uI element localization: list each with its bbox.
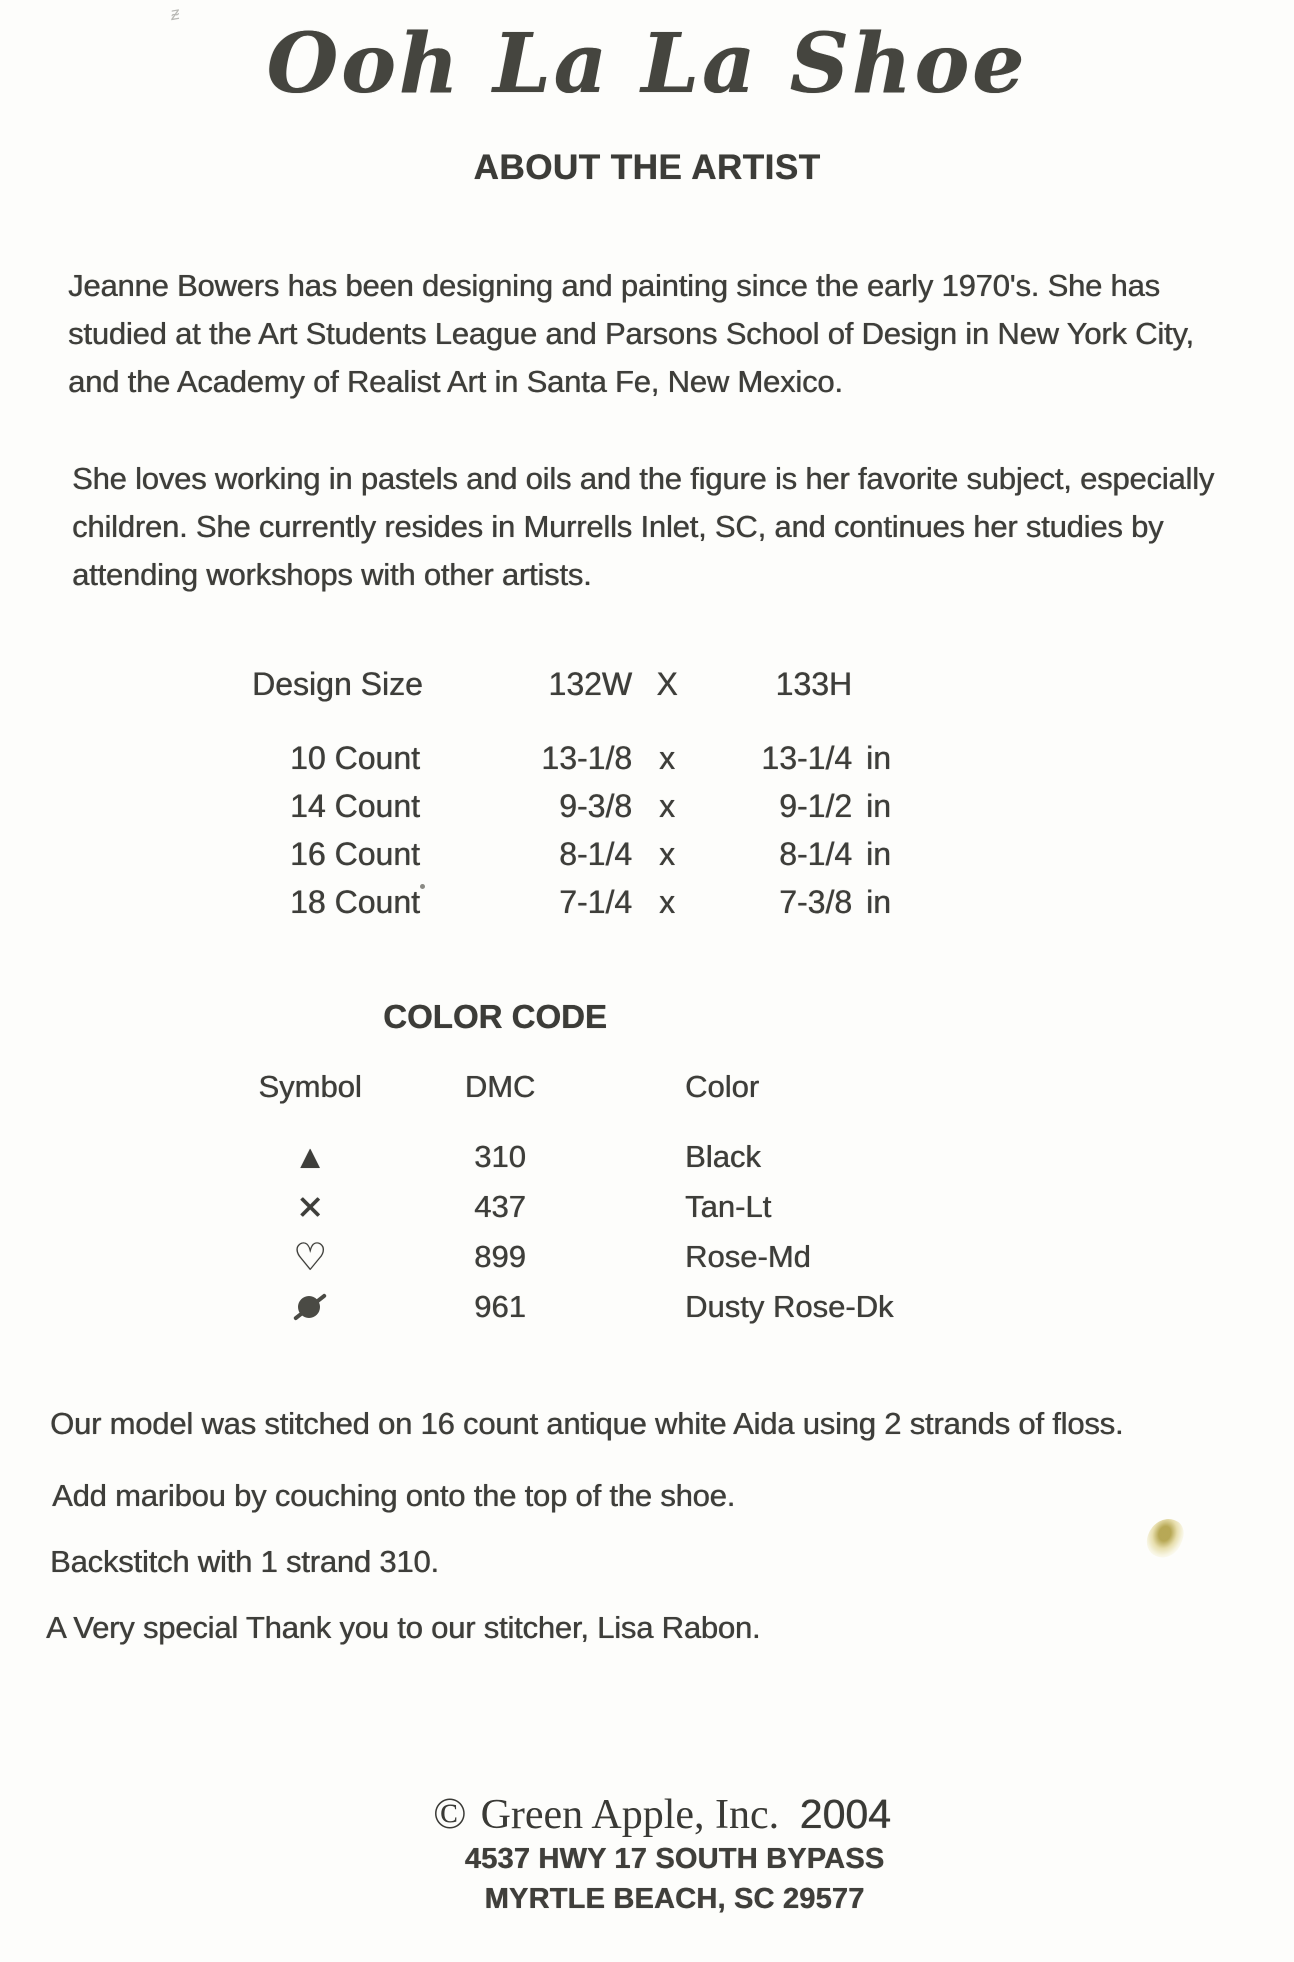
dmc-column-header: DMC xyxy=(464,1069,536,1104)
x-separator: x xyxy=(659,788,675,824)
height-inches: 9-1/2 xyxy=(779,788,852,824)
color-row-961 xyxy=(250,1282,1010,1332)
color-row-899 xyxy=(250,1232,1010,1282)
fabric-count: 16 Count xyxy=(290,836,420,872)
stitching-note-thanks: A Very special Thank you to our stitcher, Lisa Rabon. xyxy=(46,1610,761,1645)
x-separator: x xyxy=(659,884,675,920)
page-title: Ooh La La Shoe xyxy=(266,16,1028,112)
section-heading: ABOUT THE ARTIST xyxy=(473,148,821,187)
fabric-count: 18 Count xyxy=(290,884,420,920)
symbol-column-header: Symbol xyxy=(258,1069,362,1104)
design-size-row-14-count xyxy=(252,788,904,836)
stitching-note-backstitch: Backstitch with 1 strand 310. xyxy=(50,1544,439,1579)
width-inches: 13-1/8 xyxy=(541,740,632,776)
copyright-year: 2004 xyxy=(799,1791,891,1837)
color-column-header: Color xyxy=(685,1069,760,1104)
stitching-note-maribou: Add maribou by couching onto the top of the shoe. xyxy=(52,1478,736,1513)
width-inches: 9-3/8 xyxy=(559,788,632,824)
color-code-heading: COLOR CODE xyxy=(383,998,607,1035)
publisher-address xyxy=(0,1839,1294,1919)
width-inches: 7-1/4 xyxy=(559,884,632,920)
dmc-number: 437 xyxy=(474,1189,526,1224)
address-line-1: 4537 HWY 17 SOUTH BYPASS xyxy=(464,1843,885,1875)
color-name: Dusty Rose-Dk xyxy=(685,1289,894,1324)
open-heart-icon: ♡ xyxy=(292,1236,328,1279)
width-inches: 8-1/4 xyxy=(559,836,632,872)
dmc-number: 310 xyxy=(474,1139,526,1174)
scan-dot-artifact xyxy=(420,884,425,889)
address-line-2: MYRTLE BEACH, SC 29577 xyxy=(484,1883,865,1915)
design-size-row-18-count xyxy=(252,884,904,932)
height-inches: 7-3/8 xyxy=(779,884,852,920)
bead-on-needle-icon xyxy=(289,1286,331,1328)
stitch-width: 132W xyxy=(548,666,632,702)
height-inches: 13-1/4 xyxy=(761,740,852,776)
color-row-437 xyxy=(250,1182,1010,1232)
design-size-table xyxy=(252,666,904,932)
color-code-table xyxy=(250,1062,1010,1332)
dimension-separator: X xyxy=(656,666,678,702)
design-size-row-16-count xyxy=(252,836,904,884)
color-row-310 xyxy=(250,1132,1010,1182)
fabric-count: 14 Count xyxy=(290,788,420,824)
x-cross-icon: ✕ xyxy=(296,1188,324,1226)
artist-bio-paragraph-2: She loves working in pastels and oils and the figure is her favorite subject, especially children. She currently resides in Murrells Inlet, SC, and continues her studies by attending workshops with other artists. xyxy=(72,461,1215,592)
filled-triangle-icon: ▲ xyxy=(293,1138,327,1175)
color-name: Rose-Md xyxy=(685,1239,811,1274)
stitching-note-model: Our model was stitched on 16 count antique white Aida using 2 strands of floss. xyxy=(50,1406,1124,1441)
x-separator: x xyxy=(659,740,675,776)
artist-bio-paragraph-1: Jeanne Bowers has been designing and painting since the early 1970's. She has studied at the Art Students League and Parsons School of Design in New York City, and the Academy of Realist Art in Santa Fe, New Mexico. xyxy=(68,268,1194,399)
copyright-line xyxy=(0,1788,1294,1839)
color-name: Black xyxy=(685,1139,761,1174)
design-size-row-10-count xyxy=(252,740,904,788)
height-inches: 8-1/4 xyxy=(779,836,852,872)
unit-label: in xyxy=(866,836,891,872)
company-name: Green Apple, Inc. xyxy=(480,1792,780,1838)
unit-label: in xyxy=(866,788,891,824)
publisher-footer xyxy=(0,1788,1294,1919)
dmc-number: 899 xyxy=(474,1239,526,1274)
design-size-header-row xyxy=(252,666,904,714)
scan-smudge-yellow-artifact xyxy=(1142,1513,1188,1562)
stitch-height: 133H xyxy=(775,666,852,702)
unit-label: in xyxy=(866,884,891,920)
unit-label: in xyxy=(866,740,891,776)
copyright-icon: © xyxy=(433,1789,467,1838)
design-size-label: Design Size xyxy=(252,666,423,702)
x-separator: x xyxy=(659,836,675,872)
dmc-number: 961 xyxy=(474,1289,526,1324)
scan-smudge-artifact: ᵶ xyxy=(168,2,182,25)
color-code-header-row xyxy=(250,1062,1010,1112)
color-name: Tan-Lt xyxy=(685,1189,772,1224)
fabric-count: 10 Count xyxy=(290,740,420,776)
